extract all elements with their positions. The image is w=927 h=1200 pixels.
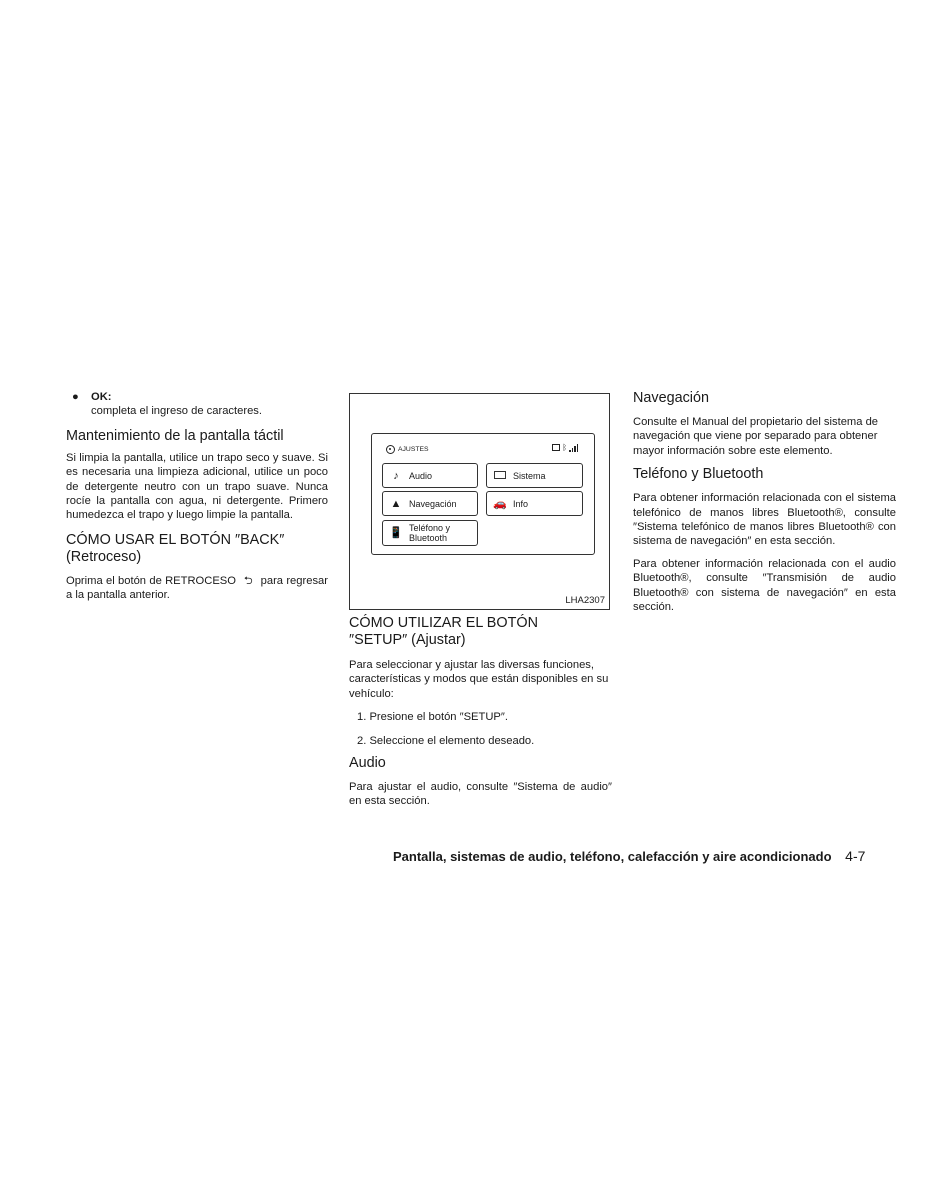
back-arrow-icon: ⮌ <box>243 574 253 587</box>
step-2: 2. Seleccione el elemento deseado. <box>357 734 535 747</box>
bullet-label: OK: <box>91 391 112 403</box>
page-number: 4-7 <box>845 848 866 864</box>
heading-back-line2: (Retroceso) <box>66 548 142 565</box>
audio-label: Audio <box>409 470 433 481</box>
phone-bluetooth-label <box>409 523 450 543</box>
paragraph-back <box>66 574 328 603</box>
phone-icon: 📱 <box>389 527 403 539</box>
footer-title: Pantalla, sistemas de audio, teléfono, calefacción y aire acondicionado <box>393 849 832 864</box>
heading-back-line1: CÓMO USAR EL BOTÓN ″BACK″ <box>66 531 285 548</box>
audio-button[interactable] <box>382 463 478 488</box>
phone-bluetooth-button[interactable] <box>382 520 478 546</box>
bullet-text: completa el ingreso de caracteres. <box>91 405 263 418</box>
status-icons <box>552 443 578 452</box>
paragraph-phone-2: Para obtener información relacionada con el audio Bluetooth®, consulte ″Transmisión de audio Bluetooth® con sistema de navegación″ en esta sección. <box>633 557 896 614</box>
system-label: Sistema <box>513 470 546 481</box>
bullet-dot-icon: ● <box>72 391 79 403</box>
phone-label-line2: Bluetooth <box>409 533 448 543</box>
heading-audio: Audio <box>349 755 386 772</box>
screen-title-text: AJUSTES <box>398 446 429 453</box>
heading-setup-line1: CÓMO UTILIZAR EL BOTÓN <box>349 615 538 631</box>
info-label: Info <box>513 498 529 509</box>
heading-navigation: Navegación <box>633 390 710 406</box>
setup-screen-figure <box>349 393 610 610</box>
step-1: 1. Presione el botón ″SETUP″. <box>357 711 508 724</box>
column-left <box>66 390 328 603</box>
paragraph-navigation: Consulte el Manual del propietario del sistema de navegación que viene por separado para obtener mayor información sobre este elemento. <box>633 416 879 457</box>
heading-back-button <box>66 532 328 566</box>
heading-phone-bluetooth: Teléfono y Bluetooth <box>633 466 764 483</box>
figure-label: LHA2307 <box>565 595 605 606</box>
bullet-ok <box>66 390 328 419</box>
navigation-arrow-icon: ▲ <box>390 497 402 510</box>
phone-status-icon <box>552 444 560 451</box>
navigation-button[interactable] <box>382 491 478 516</box>
info-button[interactable] <box>486 491 583 516</box>
heading-setup-line2: ″SETUP″ (Ajustar) <box>349 632 466 648</box>
screen-title <box>386 445 429 454</box>
music-note-icon: ♪ <box>393 469 399 482</box>
display-icon <box>487 470 513 482</box>
signal-bars-icon <box>569 444 578 452</box>
page-footer <box>393 848 865 864</box>
column-middle <box>349 393 612 809</box>
settings-gear-icon <box>386 445 395 454</box>
navigation-label: Navegación <box>409 498 457 509</box>
phone-label-line1: Teléfono y <box>409 523 451 533</box>
paragraph-phone-1: Para obtener información relacionada con el sistema telefónico de manos libres Bluetooth®, consulte ″Sistema telefónico de manos libres Bluetooth® con sistema de navegación″ en esta sección. <box>633 492 896 548</box>
heading-maintenance: Mantenimiento de la pantalla táctil <box>66 427 284 444</box>
setup-screen <box>371 433 595 555</box>
paragraph-audio: Para ajustar el audio, consulte ″Sistema de audio″ en esta sección. <box>349 781 612 808</box>
system-button[interactable] <box>486 463 583 488</box>
car-info-icon: 🚗 <box>493 498 507 510</box>
paragraph-maintenance: Si limpia la pantalla, utilice un trapo seco y suave. Si es necesaria una limpieza adicional, utilice un poco de detergente neutro con un trapo suave. Nunca rocíe la pantalla con agua, ni detergente. Primero humedezca el trapo y luego limpie la pantalla. <box>66 451 328 522</box>
bluetooth-icon: ᛒ <box>562 443 567 452</box>
paragraph-setup: Para seleccionar y ajustar las diversas funciones, características y modos que están disponibles en su vehículo: <box>349 659 609 700</box>
paragraph-back-b: para regresar a la pantalla anterior. <box>66 574 328 602</box>
heading-setup-button <box>349 615 612 649</box>
column-right <box>633 390 896 614</box>
paragraph-back-a: Oprima el botón de RETROCESO <box>66 574 236 587</box>
